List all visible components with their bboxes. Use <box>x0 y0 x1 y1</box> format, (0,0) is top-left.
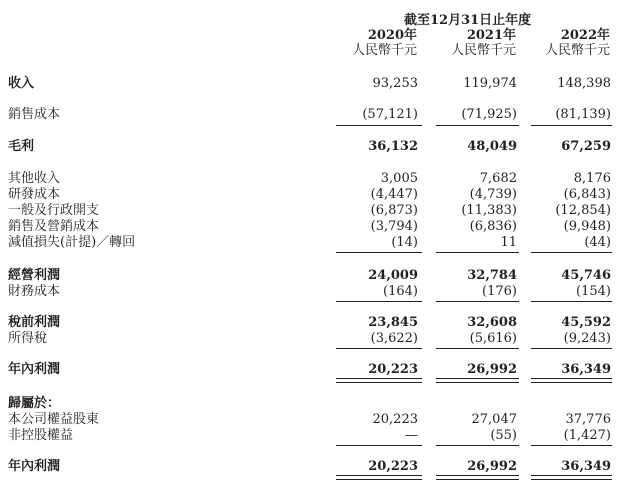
row-label: 其他收入 <box>8 171 61 186</box>
row-label: 非控股權益 <box>8 428 74 443</box>
row-label: 年內利潤 <box>8 459 61 474</box>
cell-2021: (5,616) <box>469 331 517 346</box>
cell-2020: — <box>405 428 418 443</box>
row-label: 歸屬於： <box>8 396 61 411</box>
cell-2022: 45,746 <box>561 268 611 283</box>
cell-2021: (176) <box>482 284 517 299</box>
cell-2021: 11 <box>500 235 517 250</box>
cell-2021: 32,608 <box>467 315 517 330</box>
cell-2022: 148,398 <box>557 76 611 91</box>
period-header: 截至12月31日止年度 <box>404 13 532 28</box>
cell-2022: 37,776 <box>565 412 611 427</box>
cell-2022: 36,349 <box>561 362 611 377</box>
rule <box>436 252 519 253</box>
cell-2022: 36,349 <box>561 459 611 474</box>
cell-2020: 3,005 <box>380 171 418 186</box>
cell-2021: (6,836) <box>469 219 517 234</box>
unit-header-2022: 人民幣千元 <box>544 43 610 58</box>
cell-2022: 8,176 <box>573 171 611 186</box>
row-label: 銷售及營銷成本 <box>8 219 100 234</box>
cell-2022: 45,592 <box>561 315 611 330</box>
cell-2020: 93,253 <box>372 76 418 91</box>
cell-2020: 23,845 <box>368 315 418 330</box>
cell-2020: 20,223 <box>372 412 418 427</box>
double-rule <box>336 475 422 480</box>
cell-2021: (55) <box>490 428 517 443</box>
row-label: 經營利潤 <box>8 268 61 283</box>
rule <box>531 445 612 446</box>
double-rule <box>531 378 612 383</box>
cell-2021: (4,739) <box>469 187 517 202</box>
row-label: 銷售成本 <box>8 107 61 122</box>
rule <box>336 252 422 253</box>
year-header-2021: 2021年 <box>466 28 516 43</box>
double-rule <box>531 475 612 480</box>
row-label: 收入 <box>8 76 35 91</box>
double-rule <box>336 378 422 383</box>
cell-2021: 32,784 <box>467 268 517 283</box>
row-label: 財務成本 <box>8 284 61 299</box>
rule <box>531 348 612 349</box>
cell-2021: (71,925) <box>461 107 517 122</box>
cell-2021: 26,992 <box>467 362 517 377</box>
cell-2020: (14) <box>391 235 418 250</box>
cell-2022: (81,139) <box>555 107 611 122</box>
rule <box>336 348 422 349</box>
rule <box>436 445 519 446</box>
cell-2020: 24,009 <box>368 268 418 283</box>
cell-2021: 26,992 <box>467 459 517 474</box>
cell-2022: (44) <box>584 235 611 250</box>
unit-header-2021: 人民幣千元 <box>450 43 516 58</box>
year-header-2020: 2020年 <box>367 28 417 43</box>
cell-2021: 119,974 <box>463 76 517 91</box>
cell-2022: (9,243) <box>563 331 611 346</box>
rule <box>336 125 422 126</box>
cell-2022: (6,843) <box>563 187 611 202</box>
rule <box>531 252 612 253</box>
cell-2020: (164) <box>383 284 418 299</box>
cell-2022: (154) <box>576 284 611 299</box>
cell-2020: 20,223 <box>368 362 418 377</box>
row-label: 年內利潤 <box>8 362 61 377</box>
cell-2022: (1,427) <box>563 428 611 443</box>
double-rule <box>436 475 519 480</box>
rule <box>531 301 612 302</box>
row-label: 稅前利潤 <box>8 315 61 330</box>
row-label: 毛利 <box>8 139 35 154</box>
cell-2020: 36,132 <box>368 139 418 154</box>
rule <box>531 125 612 126</box>
rule <box>436 125 519 126</box>
cell-2020: (3,622) <box>370 331 418 346</box>
row-label: 本公司權益股東 <box>8 412 100 427</box>
row-label: 一般及行政開支 <box>8 203 100 218</box>
rule <box>436 301 519 302</box>
cell-2020: (57,121) <box>362 107 418 122</box>
rule <box>436 348 519 349</box>
cell-2020: (6,873) <box>370 203 418 218</box>
rule <box>336 301 422 302</box>
row-label: 所得稅 <box>8 331 48 346</box>
cell-2020: 20,223 <box>368 459 418 474</box>
unit-header-2020: 人民幣千元 <box>351 43 417 58</box>
cell-2020: (3,794) <box>370 219 418 234</box>
year-header-2022: 2022年 <box>560 28 610 43</box>
cell-2021: (11,383) <box>461 203 517 218</box>
cell-2021: 27,047 <box>471 412 517 427</box>
cell-2020: (4,447) <box>370 187 418 202</box>
cell-2021: 48,049 <box>467 139 517 154</box>
cell-2021: 7,682 <box>479 171 517 186</box>
cell-2022: (12,854) <box>555 203 611 218</box>
cell-2022: 67,259 <box>561 139 611 154</box>
rule <box>336 445 422 446</box>
double-rule <box>436 378 519 383</box>
row-label: 減值損失(計提)／轉回 <box>8 235 136 250</box>
row-label: 研發成本 <box>8 187 61 202</box>
cell-2022: (9,948) <box>563 219 611 234</box>
